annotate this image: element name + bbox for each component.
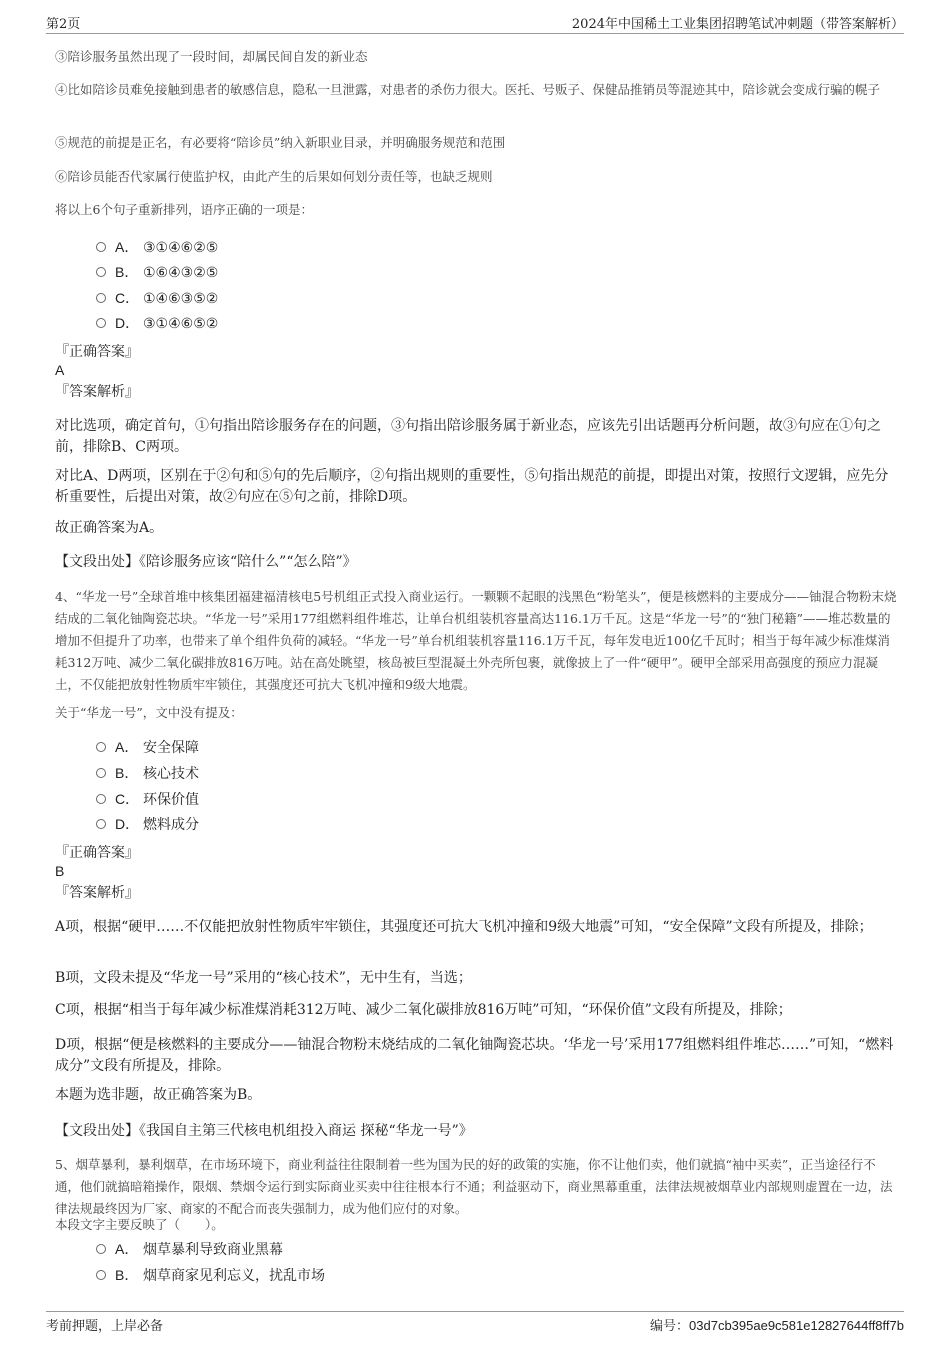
radio-icon[interactable] [96, 242, 106, 252]
q3-sentence: ③陪诊服务虽然出现了一段时间，却属民间自发的新业态 [55, 49, 368, 64]
radio-icon[interactable] [96, 1270, 106, 1280]
q3-sentence: ⑥陪诊员能否代家属行使监护权，由此产生的后果如何划分责任等，也缺乏规则 [55, 169, 493, 184]
document-title: 2024年中国稀土工业集团招聘笔试冲刺题（带答案解析） [571, 17, 904, 32]
q4-stem: 4、“华龙一号”全球首堆中核集团福建福清核电5号机组正式投入商业运行。一颗颗不起眼的浅黑色“粉笔头”，便是核燃料的主要成分——铀混合物粉末烧结成的二氧化铀陶瓷芯块。“华龙一号”采用177组燃料组件堆芯，让单台机组装机容量高达116.1万千瓦。这是“华龙一号”的“独门秘籍”——堆芯数量的增加不但提升了功率，也带来了单个组件负荷的减轻。“华龙一号”单台机组装机容量116.1万千瓦，每年发电近100亿千瓦时；相当于每年减少标准煤消耗312万吨、减少二氧化碳排放816万吨。站在高处眺望，核岛被巨型混凝土外壳所包裹，就像披上了一件“硬甲”。硬甲全部采用高强度的预应力混凝土，不仅能把放射性物质牢牢锁住，其强度还可抗大飞机冲撞和9级大地震。 [55, 589, 897, 692]
radio-icon[interactable] [96, 742, 106, 752]
radio-icon[interactable] [96, 794, 106, 804]
q3-sentence: ④比如陪诊员难免接触到患者的敏感信息，隐私一旦泄露，对患者的杀伤力很大。医托、号贩子、保健品推销员等混迹其中，陪诊就会变成行骗的幌子 [55, 82, 881, 97]
q3-sentence: ⑤规范的前提是正名，有必要将“陪诊员”纳入新职业目录，并明确服务规范和范围 [55, 135, 506, 150]
radio-icon[interactable] [96, 267, 106, 277]
radio-icon[interactable] [96, 293, 106, 303]
q4-option-c[interactable]: C． 环保价值 [96, 788, 199, 810]
q4-source: 【文段出处】《我国自主第三代核电机组投入商运 探秘“华龙一号”》 [55, 1123, 473, 1139]
q3-analysis-label: 『答案解析』 [55, 384, 139, 400]
q4-analysis-paragraph: B项，文段未提及“华龙一号”采用的“核心技术”，无中生有，当选； [55, 970, 472, 986]
q4-option-b[interactable]: B． 核心技术 [96, 762, 199, 784]
page-footer [46, 1311, 904, 1334]
radio-icon[interactable] [96, 768, 106, 778]
q3-source: 【文段出处】《陪诊服务应该“陪什么”“怎么陪”》 [55, 554, 357, 570]
q3-analysis-paragraph: 对比选项，确定首句，①句指出陪诊服务存在的问题，③句指出陪诊服务属于新业态，应该先引出话题再分析问题，故③句应在①句之前，排除B、C两项。 [55, 418, 881, 455]
q5-option-b[interactable]: B． 烟草商家见利忘义，扰乱市场 [96, 1264, 325, 1286]
q5-prompt: 本段文字主要反映了（ ）。 [55, 1217, 224, 1232]
q3-analysis-paragraph: 对比A、D两项，区别在于②句和⑤句的先后顺序，②句指出规则的重要性，⑤句指出规范的前提，即提出对策，按照行文逻辑，应先分析重要性，后提出对策，故②句应在⑤句之前，排除D项。 [55, 468, 889, 505]
q4-option-a[interactable]: A． 安全保障 [96, 736, 199, 758]
q3-option-d[interactable]: D． ③①④⑥⑤② [96, 312, 218, 334]
q5-stem: 5、烟草暴利，暴利烟草，在市场环境下，商业利益往往限制着一些为国为民的好的政策的实施，你不让他们卖，他们就搞“袖中买卖”，正当途径行不通，他们就搞暗箱操作，限烟、禁烟令运行到实际商业买卖中往往根本行不通；利益驱动下，商业黑幕重重，法律法规被烟草业内部规则虚置在一边，法律法规最终因为厂家、商家的不配合而丧失强制力，成为他们应付的对象。 [55, 1157, 893, 1216]
footer-slogan: 考前押题，上岸必备 [46, 1319, 164, 1334]
q3-analysis-conclusion: 故正确答案为A。 [55, 520, 164, 536]
q4-analysis-label: 『答案解析』 [55, 885, 139, 901]
page-number: 第2页 [46, 17, 81, 32]
q3-prompt: 将以上6个句子重新排列，语序正确的一项是： [55, 202, 313, 217]
q3-answer: A [55, 362, 65, 378]
q4-analysis-paragraph: A项，根据“硬甲……不仅能把放射性物质牢牢锁住，其强度还可抗大飞机冲撞和9级大地震”可知，“安全保障”文段有所提及，排除； [55, 919, 873, 935]
q4-analysis-paragraph: C项，根据“相当于每年减少标准煤消耗312万吨、减少二氧化碳排放816万吨”可知，“环保价值”文段有所提及，排除； [55, 1002, 792, 1018]
q4-option-d[interactable]: D． 燃料成分 [96, 813, 199, 835]
document-code: 编号：03d7cb395ae9c581e12827644ff8ff7b [650, 1318, 904, 1333]
q3-option-c[interactable]: C． ①④⑥③⑤② [96, 287, 218, 309]
q3-option-a[interactable]: A． ③①④⑥②⑤ [96, 236, 218, 258]
q3-answer-label: 『正确答案』 [55, 344, 139, 360]
q5-option-a[interactable]: A． 烟草暴利导致商业黑幕 [96, 1238, 283, 1260]
radio-icon[interactable] [96, 819, 106, 829]
q4-analysis-conclusion: 本题为选非题，故正确答案为B。 [55, 1087, 262, 1103]
q4-answer-label: 『正确答案』 [55, 845, 139, 861]
q4-analysis-paragraph: D项，根据“便是核燃料的主要成分——铀混合物粉末烧结成的二氧化铀陶瓷芯块。‘华龙一号’采用177组燃料组件堆芯……”可知，“燃料成分”文段有所提及，排除。 [55, 1037, 894, 1074]
radio-icon[interactable] [96, 318, 106, 328]
radio-icon[interactable] [96, 1244, 106, 1254]
q4-prompt: 关于“华龙一号”，文中没有提及： [55, 705, 243, 720]
q4-answer: B [55, 863, 65, 879]
page-header [46, 13, 904, 34]
q3-option-b[interactable]: B． ①⑥④③②⑤ [96, 261, 218, 283]
